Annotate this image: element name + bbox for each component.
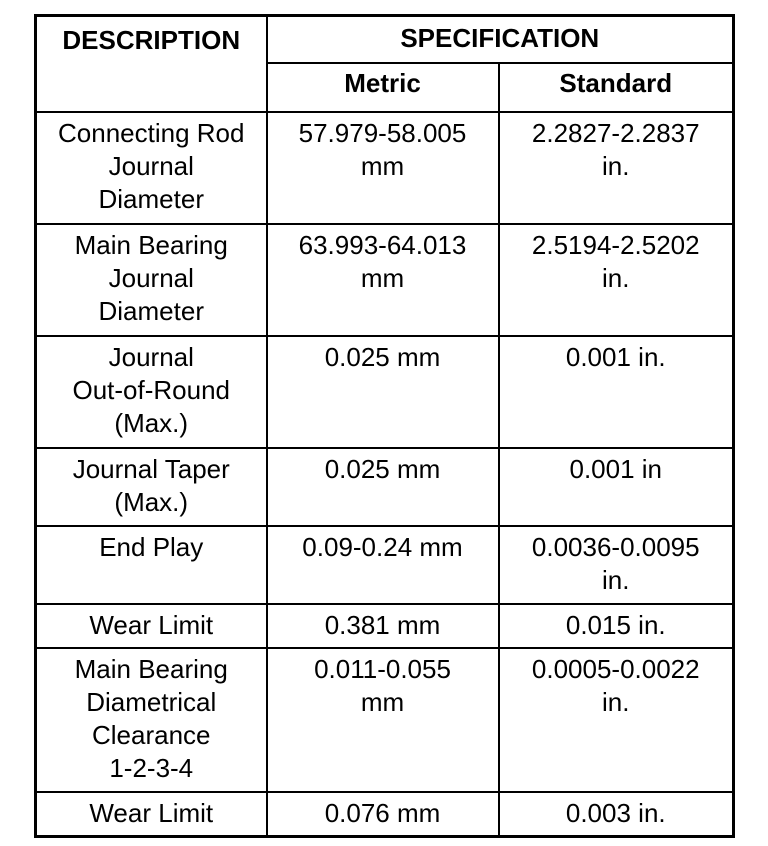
metric-cell: 0.025 mm — [267, 448, 499, 526]
description-cell: Wear Limit — [36, 604, 267, 648]
metric-header: Metric — [267, 63, 499, 112]
standard-cell: 0.0005-0.0022 in. — [499, 648, 734, 792]
table-row — [36, 526, 734, 604]
description-cell: Wear Limit — [36, 792, 267, 837]
table-row — [36, 604, 734, 648]
table-row — [36, 224, 734, 336]
metric-cell: 0.011-0.055 mm — [267, 648, 499, 792]
table-row — [36, 112, 734, 224]
standard-cell: 0.003 in. — [499, 792, 734, 837]
standard-cell: 0.001 in. — [499, 336, 734, 448]
specification-table — [34, 14, 735, 838]
metric-cell: 57.979-58.005 mm — [267, 112, 499, 224]
standard-cell: 2.2827-2.2837 in. — [499, 112, 734, 224]
standard-header: Standard — [499, 63, 734, 112]
description-cell: Journal Taper (Max.) — [36, 448, 267, 526]
metric-cell: 0.076 mm — [267, 792, 499, 837]
metric-cell: 0.381 mm — [267, 604, 499, 648]
table-row — [36, 336, 734, 448]
table-row — [36, 792, 734, 837]
description-cell: Journal Out-of-Round (Max.) — [36, 336, 267, 448]
description-cell: Main Bearing Diametrical Clearance 1-2-3-4 — [36, 648, 267, 792]
specification-header: SPECIFICATION — [267, 16, 734, 63]
metric-cell: 0.09-0.24 mm — [267, 526, 499, 604]
standard-cell: 0.0036-0.0095 in. — [499, 526, 734, 604]
description-header: DESCRIPTION — [36, 16, 267, 113]
standard-cell: 2.5194-2.5202 in. — [499, 224, 734, 336]
standard-cell: 0.001 in — [499, 448, 734, 526]
table-row — [36, 648, 734, 792]
standard-cell: 0.015 in. — [499, 604, 734, 648]
description-cell: End Play — [36, 526, 267, 604]
metric-cell: 0.025 mm — [267, 336, 499, 448]
description-cell: Connecting Rod Journal Diameter — [36, 112, 267, 224]
table-row — [36, 448, 734, 526]
header-row — [36, 16, 734, 63]
description-cell: Main Bearing Journal Diameter — [36, 224, 267, 336]
metric-cell: 63.993-64.013 mm — [267, 224, 499, 336]
